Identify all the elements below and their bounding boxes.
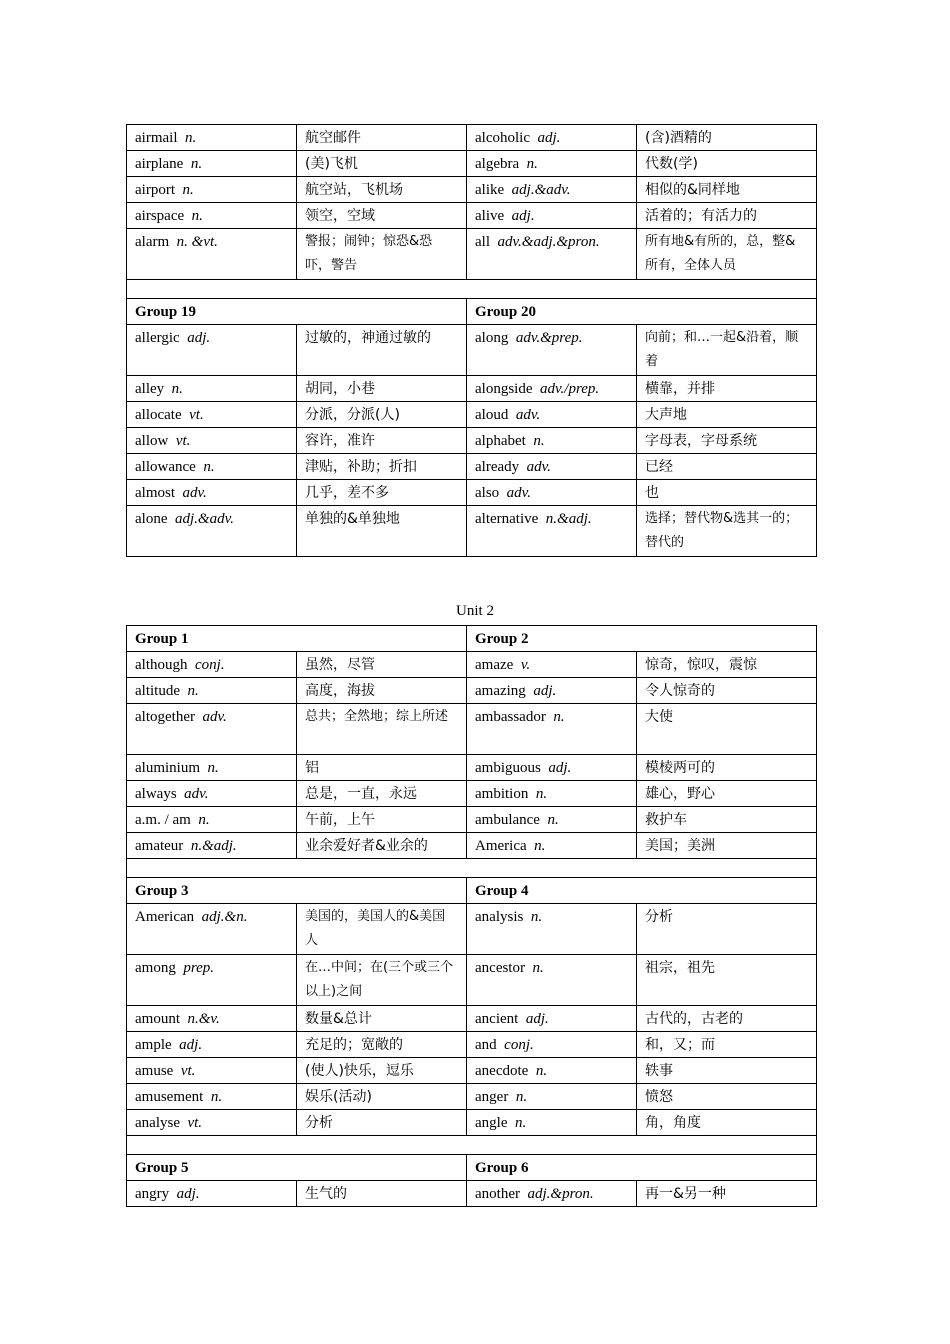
- vocab-row: [127, 454, 817, 480]
- vocab-row: [127, 480, 817, 506]
- part-of-speech: adj.: [533, 683, 557, 699]
- meaning-cell: 胡同，小巷: [297, 376, 467, 402]
- meaning-cell: 充足的；宽敞的: [297, 1032, 467, 1058]
- word: ambiguous: [475, 760, 541, 776]
- meaning-cell: 单独的&单独地: [297, 506, 467, 557]
- word: airmail: [135, 130, 178, 146]
- vocab-row: [127, 1032, 817, 1058]
- word-cell: [467, 125, 637, 151]
- word-cell: [127, 203, 297, 229]
- meaning-cell: 轶事: [637, 1058, 817, 1084]
- meaning-cell: 模棱两可的: [637, 755, 817, 781]
- part-of-speech: n.: [184, 130, 197, 146]
- word-cell: [467, 1181, 637, 1207]
- word-cell: [127, 678, 297, 704]
- word: ambassador: [475, 709, 546, 725]
- word-cell: [127, 704, 297, 755]
- word-cell: [467, 678, 637, 704]
- vocab-row: [127, 428, 817, 454]
- group-header-row: [127, 1155, 817, 1181]
- word: aluminium: [135, 760, 200, 776]
- word: alarm: [135, 234, 170, 250]
- word-cell: [467, 506, 637, 557]
- part-of-speech: n.: [182, 182, 194, 198]
- meaning-cell: 和，又；而: [637, 1032, 817, 1058]
- word: alone: [135, 511, 168, 527]
- part-of-speech: n.: [532, 960, 544, 976]
- word: already: [475, 459, 520, 475]
- word: American: [135, 909, 195, 925]
- meaning-cell: 愤怒: [637, 1084, 817, 1110]
- meaning-cell: 在…中间；在(三个或三个以上)之间: [297, 955, 467, 1006]
- word: altitude: [135, 683, 180, 699]
- spacer-row: [127, 859, 817, 878]
- word-cell: [127, 151, 297, 177]
- word-cell: [127, 376, 297, 402]
- word: algebra: [475, 156, 520, 172]
- word: amusement: [135, 1089, 204, 1105]
- part-of-speech: adv.: [506, 485, 531, 501]
- vocab-row: [127, 1084, 817, 1110]
- meaning-cell: 分析: [637, 904, 817, 955]
- vocab-row: [127, 1006, 817, 1032]
- word-cell: [127, 480, 297, 506]
- word: aloud: [475, 407, 509, 423]
- word: ambulance: [475, 812, 540, 828]
- meaning-cell: 航空站，飞机场: [297, 177, 467, 203]
- part-of-speech: n.: [210, 1089, 223, 1105]
- word-cell: [467, 325, 637, 376]
- vocab-row: [127, 807, 817, 833]
- meaning-cell: 相似的&同样地: [637, 177, 817, 203]
- part-of-speech: vt.: [180, 1063, 196, 1079]
- meaning-cell: 活着的；有活力的: [637, 203, 817, 229]
- word: always: [135, 786, 177, 802]
- word-cell: [467, 807, 637, 833]
- group-header-row: [127, 878, 817, 904]
- vocab-row: [127, 203, 817, 229]
- word-cell: [127, 125, 297, 151]
- word: amount: [135, 1011, 180, 1027]
- word-cell: [467, 955, 637, 1006]
- word: altogether: [135, 709, 195, 725]
- meaning-cell: 总是，一直，永远: [297, 781, 467, 807]
- meaning-cell: 大使: [637, 704, 817, 755]
- word-cell: [127, 904, 297, 955]
- group-label: Group 19: [127, 299, 467, 325]
- meaning-cell: 再一&另一种: [637, 1181, 817, 1207]
- vocab-row: [127, 325, 817, 376]
- word: allergic: [135, 330, 180, 346]
- word-cell: [127, 402, 297, 428]
- word-cell: [127, 177, 297, 203]
- word: alongside: [475, 381, 533, 397]
- unit-title: Unit 2: [456, 603, 494, 619]
- meaning-cell: 警报；闹钟；惊恐&恐吓，警告: [297, 229, 467, 280]
- part-of-speech: n.: [198, 812, 210, 828]
- vocab-row: [127, 151, 817, 177]
- word-cell: [467, 454, 637, 480]
- word: alphabet: [475, 433, 526, 449]
- word-cell: [467, 904, 637, 955]
- part-of-speech: adj.&adv.: [174, 511, 234, 527]
- part-of-speech: adj.&adv.: [511, 182, 571, 198]
- part-of-speech: adj.: [176, 1186, 200, 1202]
- meaning-cell: 大声地: [637, 402, 817, 428]
- part-of-speech: n.: [535, 786, 548, 802]
- vocab-row: [127, 955, 817, 1006]
- meaning-cell: 美国的，美国人的&美国人: [297, 904, 467, 955]
- part-of-speech: n.: [191, 208, 203, 224]
- part-of-speech: n.&v.: [187, 1011, 220, 1027]
- meaning-cell: 津贴，补助；折扣: [297, 454, 467, 480]
- vocab-table-unit1: [126, 124, 817, 557]
- vocab-row: [127, 652, 817, 678]
- meaning-cell: 选择；替代物&选其一的；替代的: [637, 506, 817, 557]
- part-of-speech: adj.: [511, 208, 535, 224]
- part-of-speech: adv./prep.: [540, 381, 600, 397]
- word-cell: [467, 1006, 637, 1032]
- word: alike: [475, 182, 505, 198]
- word: alternative: [475, 511, 539, 527]
- part-of-speech: conj.: [195, 657, 225, 673]
- part-of-speech: adv.: [182, 485, 207, 501]
- word: analysis: [475, 909, 524, 925]
- word: alley: [135, 381, 165, 397]
- part-of-speech: adj.&pron.: [527, 1186, 594, 1202]
- vocab-row: [127, 904, 817, 955]
- group-header-row: [127, 299, 817, 325]
- word-cell: [127, 1006, 297, 1032]
- word: amazing: [475, 683, 526, 699]
- part-of-speech: conj.: [504, 1037, 534, 1053]
- vocab-row: [127, 755, 817, 781]
- word-cell: [127, 1058, 297, 1084]
- meaning-cell: 铝: [297, 755, 467, 781]
- meaning-cell: 容许，准许: [297, 428, 467, 454]
- vocab-row: [127, 229, 817, 280]
- meaning-cell: 虽然，尽管: [297, 652, 467, 678]
- vocab-row: [127, 402, 817, 428]
- group-label: Group 6: [467, 1155, 817, 1181]
- word-cell: [127, 1181, 297, 1207]
- group-label: Group 5: [127, 1155, 467, 1181]
- group-label: Group 4: [467, 878, 817, 904]
- part-of-speech: vt.: [175, 433, 191, 449]
- word-cell: [127, 652, 297, 678]
- vocab-row: [127, 833, 817, 859]
- group-label: Group 1: [127, 626, 467, 652]
- part-of-speech: n.: [530, 909, 543, 925]
- part-of-speech: n.&adj.: [545, 511, 592, 527]
- meaning-cell: 业余爱好者&业余的: [297, 833, 467, 859]
- part-of-speech: n.: [534, 838, 546, 854]
- meaning-cell: 横靠，并排: [637, 376, 817, 402]
- meaning-cell: 所有地&有所的，总，整&所有，全体人员: [637, 229, 817, 280]
- meaning-cell: 娱乐(活动): [297, 1084, 467, 1110]
- word: allowance: [135, 459, 196, 475]
- word: airplane: [135, 156, 184, 172]
- meaning-cell: 过敏的，神通过敏的: [297, 325, 467, 376]
- word: airspace: [135, 208, 185, 224]
- part-of-speech: v.: [520, 657, 531, 673]
- meaning-cell: 祖宗，祖先: [637, 955, 817, 1006]
- group-header-row: [127, 626, 817, 652]
- meaning-cell: 也: [637, 480, 817, 506]
- meaning-cell: 代数(学): [637, 151, 817, 177]
- word-cell: [127, 1110, 297, 1136]
- word-cell: [467, 1032, 637, 1058]
- group-label: Group 3: [127, 878, 467, 904]
- part-of-speech: adj.&n.: [201, 909, 248, 925]
- word: America: [475, 838, 527, 854]
- word: amateur: [135, 838, 184, 854]
- part-of-speech: adv.&prep.: [515, 330, 583, 346]
- word: a.m. / am: [135, 812, 191, 828]
- meaning-cell: 总共；全然地；综上所述: [297, 704, 467, 755]
- word-cell: [467, 1058, 637, 1084]
- meaning-cell: 几乎，差不多: [297, 480, 467, 506]
- part-of-speech: n.: [207, 760, 219, 776]
- word-cell: [467, 402, 637, 428]
- part-of-speech: n.&adj.: [190, 838, 237, 854]
- word-cell: [127, 454, 297, 480]
- meaning-cell: 分派，分派(人): [297, 402, 467, 428]
- word-cell: [127, 1032, 297, 1058]
- word: amaze: [475, 657, 514, 673]
- meaning-cell: 古代的，古老的: [637, 1006, 817, 1032]
- part-of-speech: vt.: [189, 407, 204, 423]
- word-cell: [467, 177, 637, 203]
- word-cell: [127, 506, 297, 557]
- word: allocate: [135, 407, 182, 423]
- word: airport: [135, 182, 175, 198]
- part-of-speech: adj.: [525, 1011, 549, 1027]
- word-cell: [467, 1084, 637, 1110]
- part-of-speech: n.: [190, 156, 203, 172]
- word: ample: [135, 1037, 172, 1053]
- meaning-cell: (使人)快乐，逗乐: [297, 1058, 467, 1084]
- meaning-cell: 领空，空域: [297, 203, 467, 229]
- part-of-speech: prep.: [183, 960, 215, 976]
- meaning-cell: 救护车: [637, 807, 817, 833]
- word: amuse: [135, 1063, 174, 1079]
- group-label: Group 2: [467, 626, 817, 652]
- word: all: [475, 234, 490, 250]
- part-of-speech: vt.: [187, 1115, 203, 1131]
- part-of-speech: adv.: [184, 786, 209, 802]
- part-of-speech: n.: [187, 683, 199, 699]
- part-of-speech: n.: [533, 433, 545, 449]
- word: also: [475, 485, 500, 501]
- vocab-row: [127, 1058, 817, 1084]
- spacer-row: [127, 1136, 817, 1155]
- word: another: [475, 1186, 520, 1202]
- word: ancient: [475, 1011, 519, 1027]
- part-of-speech: adj.: [179, 1037, 203, 1053]
- vocab-row: [127, 506, 817, 557]
- meaning-cell: 字母表，字母系统: [637, 428, 817, 454]
- part-of-speech: n.: [203, 459, 215, 475]
- word-cell: [127, 781, 297, 807]
- part-of-speech: n.: [553, 709, 565, 725]
- word-cell: [467, 428, 637, 454]
- vocab-row: [127, 678, 817, 704]
- meaning-cell: 美国；美洲: [637, 833, 817, 859]
- meaning-cell: 午前，上午: [297, 807, 467, 833]
- meaning-cell: 角，角度: [637, 1110, 817, 1136]
- word: among: [135, 960, 176, 976]
- word-cell: [467, 833, 637, 859]
- part-of-speech: adj.: [548, 760, 572, 776]
- vocab-row: [127, 125, 817, 151]
- word-cell: [467, 652, 637, 678]
- word-cell: [467, 376, 637, 402]
- word: along: [475, 330, 509, 346]
- spacer-row: [127, 280, 817, 299]
- part-of-speech: n.: [514, 1115, 527, 1131]
- word-cell: [467, 1110, 637, 1136]
- word-cell: [127, 325, 297, 376]
- word: allow: [135, 433, 169, 449]
- part-of-speech: n.: [526, 156, 538, 172]
- meaning-cell: 数量&总计: [297, 1006, 467, 1032]
- word-cell: [127, 755, 297, 781]
- vocab-row: [127, 781, 817, 807]
- word-cell: [467, 781, 637, 807]
- part-of-speech: n. &vt.: [176, 234, 218, 250]
- part-of-speech: adv.: [202, 709, 227, 725]
- word-cell: [467, 203, 637, 229]
- spacer-cell: [127, 280, 817, 299]
- meaning-cell: (含)酒精的: [637, 125, 817, 151]
- part-of-speech: n.: [171, 381, 183, 397]
- word-cell: [127, 229, 297, 280]
- meaning-cell: (美)飞机: [297, 151, 467, 177]
- word-cell: [127, 833, 297, 859]
- meaning-cell: 惊奇，惊叹，震惊: [637, 652, 817, 678]
- meaning-cell: 生气的: [297, 1181, 467, 1207]
- meaning-cell: 已经: [637, 454, 817, 480]
- part-of-speech: adj.: [187, 330, 211, 346]
- vocab-row: [127, 704, 817, 755]
- word: ancestor: [475, 960, 525, 976]
- word: analyse: [135, 1115, 180, 1131]
- word-cell: [127, 807, 297, 833]
- word: and: [475, 1037, 497, 1053]
- meaning-cell: 高度，海拔: [297, 678, 467, 704]
- vocab-row: [127, 1110, 817, 1136]
- vocab-row: [127, 1181, 817, 1207]
- part-of-speech: n.: [547, 812, 559, 828]
- word: ambition: [475, 786, 529, 802]
- word-cell: [467, 755, 637, 781]
- word-cell: [127, 428, 297, 454]
- part-of-speech: adv.: [515, 407, 541, 423]
- word: almost: [135, 485, 175, 501]
- word-cell: [467, 229, 637, 280]
- meaning-cell: 令人惊奇的: [637, 678, 817, 704]
- word: anger: [475, 1089, 509, 1105]
- word: although: [135, 657, 188, 673]
- vocab-table-unit2: [126, 625, 817, 1207]
- word: angle: [475, 1115, 508, 1131]
- group-label: Group 20: [467, 299, 817, 325]
- part-of-speech: adj.: [537, 130, 561, 146]
- word: angry: [135, 1186, 170, 1202]
- spacer-cell: [127, 1136, 817, 1155]
- word-cell: [127, 955, 297, 1006]
- word: alive: [475, 208, 505, 224]
- meaning-cell: 航空邮件: [297, 125, 467, 151]
- part-of-speech: n.: [535, 1063, 548, 1079]
- word-cell: [467, 151, 637, 177]
- meaning-cell: 分析: [297, 1110, 467, 1136]
- meaning-cell: 雄心，野心: [637, 781, 817, 807]
- meaning-cell: 向前；和…一起&沿着，顺着: [637, 325, 817, 376]
- word-cell: [467, 704, 637, 755]
- part-of-speech: n.: [515, 1089, 528, 1105]
- part-of-speech: adv.: [526, 459, 551, 475]
- word-cell: [127, 1084, 297, 1110]
- spacer-cell: [127, 859, 817, 878]
- word: alcoholic: [475, 130, 530, 146]
- vocab-row: [127, 376, 817, 402]
- vocab-row: [127, 177, 817, 203]
- word-cell: [467, 480, 637, 506]
- part-of-speech: adv.&adj.&pron.: [497, 234, 600, 250]
- word: anecdote: [475, 1063, 529, 1079]
